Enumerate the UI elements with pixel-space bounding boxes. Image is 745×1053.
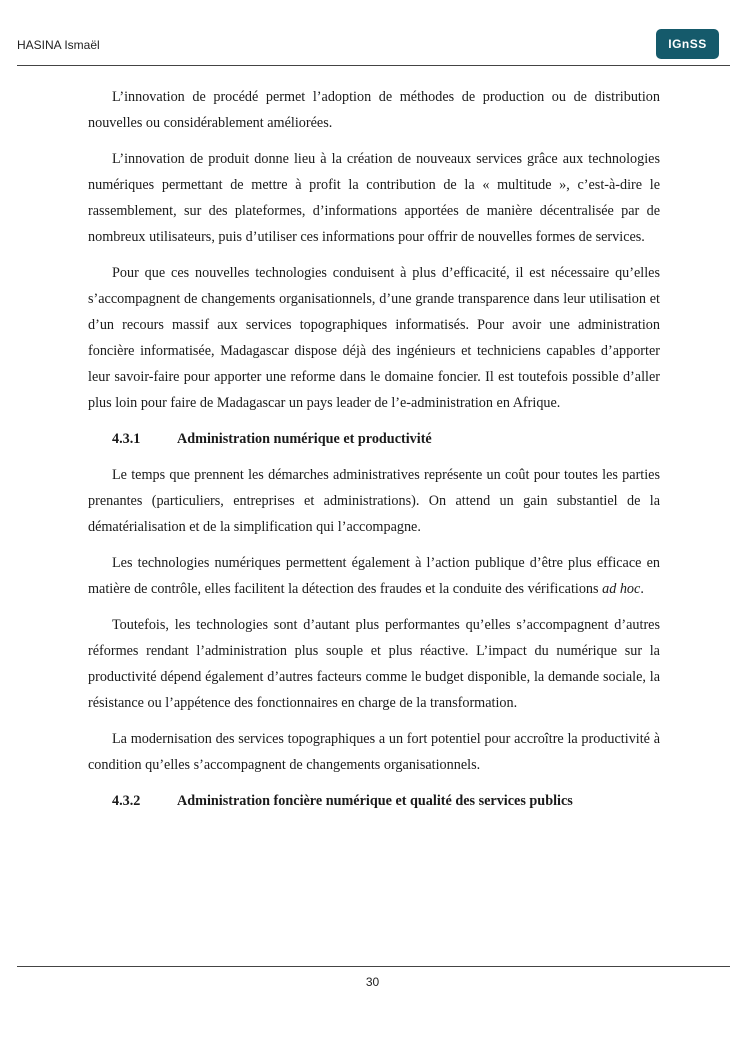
section-heading-4-3-2 — [88, 788, 660, 814]
section-number: 4.3.2 — [112, 793, 141, 809]
section-title: Administration numérique et productivité — [177, 431, 432, 447]
paragraph-administrative-time: Le temps que prennent les démarches administratives représente un coût pour toutes les parties prenantes (particuliers, entreprises et administrations). On attend un gain substantiel de la dématérialisation et de la simplification qui l’accompagne. — [88, 467, 660, 535]
institution-logo — [656, 29, 719, 59]
author-name: HASINA Ismaël — [17, 38, 100, 52]
page-number: 30 — [365, 975, 380, 989]
italic-term: ad hoc — [602, 581, 641, 597]
page-header — [0, 0, 745, 70]
paragraph-other-reforms: Toutefois, les technologies sont d’autant plus performantes qu’elles s’accompagnent d’autres réformes rendant l’administration plus souple et plus réactive. L’impact du numérique sur la productivité dépend également d’autres facteurs comme le budget disponible, la demande sociale, la résistance ou l’appétence des fonctionnaires en charge de la transformation. — [88, 617, 660, 711]
document-body — [88, 84, 660, 824]
paragraph-new-technologies: Pour que ces nouvelles technologies conduisent à plus d’efficacité, il est nécessaire qu’elles s’accompagnent de changements organisationnels, d’une grande transparence dans leur utilisation et d’un recours massif aux services topographiques informatisés. Pour avoir une administration foncière informatisée, Madagascar dispose déjà des ingénieurs et techniciens capables d’apporter leur savoir-faire pour apporter une reforme dans le domaine foncier. Il est toutefois possible d’aller plus loin pour faire de Madagascar un pays leader de l’e-administration en Afrique. — [88, 265, 660, 411]
footer-divider — [17, 966, 730, 967]
paragraph-process-innovation: L’innovation de procédé permet l’adoption de méthodes de production ou de distribution nouvelles ou considérablement améliorées. — [88, 89, 660, 131]
header-divider — [17, 65, 730, 66]
paragraph-modernisation: La modernisation des services topographiques a un fort potentiel pour accroître la productivité à condition qu’elles s’accompagnent de changements organisationnels. — [88, 731, 660, 773]
logo-text: IGnSS — [668, 37, 707, 51]
paragraph-product-innovation: L’innovation de produit donne lieu à la création de nouveaux services grâce aux technologies numériques permettant de mettre à profit la contribution de la « multitude », c’est-à-dire le rassemblement, sur des plateformes, d’informations apportées de manière décentralisée par de nombreux utilisateurs, puis d’utiliser ces informations pour offrir de nouvelles formes de services. — [88, 151, 660, 245]
section-title: Administration foncière numérique et qualité des services publics — [177, 793, 573, 809]
paragraph-text: Les technologies numériques permettent également à l’action publique d’être plus efficace en matière de contrôle, elles facilitent la détection des fraudes et la conduite des vérifications — [88, 555, 660, 597]
paragraph-end: . — [640, 581, 644, 597]
section-heading-4-3-1 — [88, 426, 660, 452]
section-number: 4.3.1 — [112, 431, 141, 447]
paragraph-control-efficiency — [88, 550, 660, 602]
